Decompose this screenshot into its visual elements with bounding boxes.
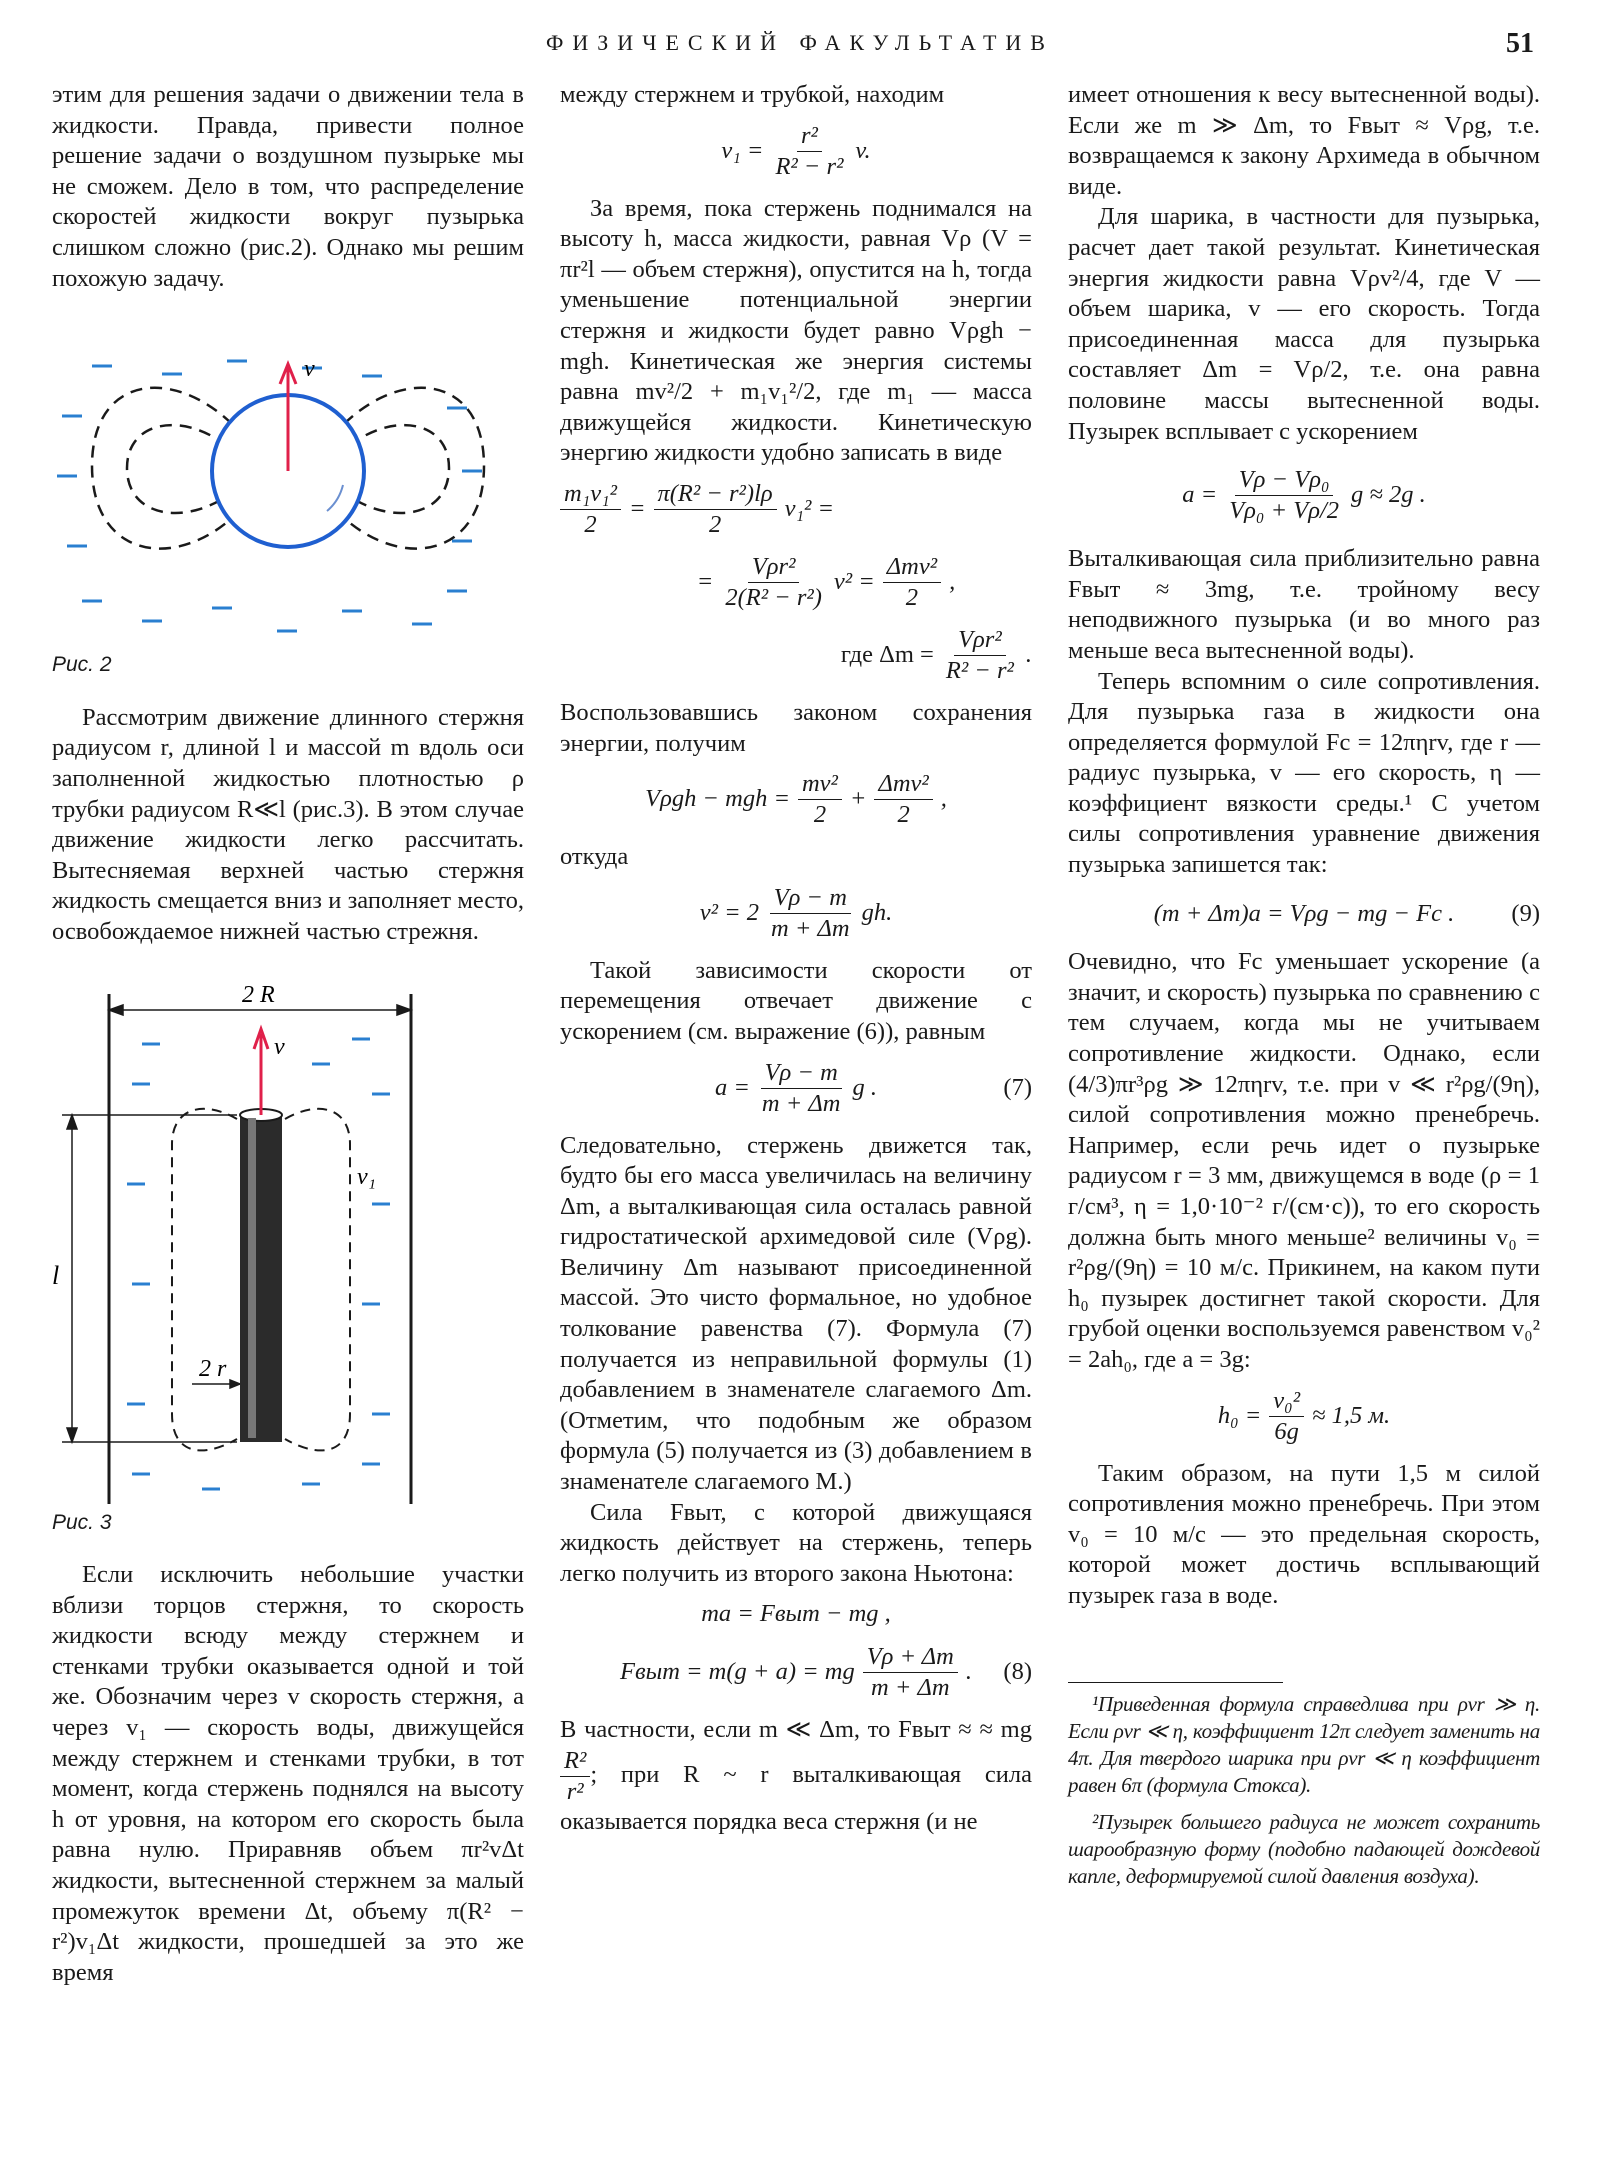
equation-v-squared: v² = 2 Vρ − m m + Δm gh.	[699, 883, 893, 942]
velocity-label: v	[274, 1033, 285, 1060]
equation-energy: Vρgh − mgh = $\frac{\text{mv²}}{2}$ + Δmv² 2 ,	[645, 770, 947, 829]
paragraph: откуда	[560, 843, 629, 871]
footnote-divider	[1068, 1682, 1283, 1683]
equation-7: a = $\frac{V\rho - m}{m + \Delta m}$ g . (7)	[715, 1058, 1032, 1117]
paragraph: Выталкивающая сила приблизительно равна Fвыт ≈ 3mg, т.е. тройному весу неподвижного пузырька (и во много раз меньше веса вытесненной воды).	[1068, 545, 1540, 664]
equation-8: Fвыт = m(g + a) = mg Vρ + Δm m + Δm . (8)	[620, 1643, 1032, 1701]
equation-v1: v₁ = $\frac{\text{r²}}{\text{R² − r²}}$ v.	[721, 121, 871, 180]
equation-kinetic-1: $\frac{\text{m₁v₁²}}{2}$ = $\frac{\text{π(R² − r²)lρ}}{2}$ v₁² =	[560, 479, 1032, 540]
paragraph: Таким образом, на пути 1,5 м силой сопротивления можно пренебречь. При этом v₀ = 10 м/с — это предельная скорость, которой может достичь всплывающий пузырек газа в воде.	[1068, 1459, 1540, 1609]
figure-2-caption: Рис. 2	[52, 653, 112, 677]
footnotes	[1068, 1691, 1540, 1890]
figure-2-bubble	[52, 346, 492, 646]
page-number: 51	[1506, 28, 1534, 59]
paragraph: Воспользовавшись законом сохранения энергии, получим	[560, 698, 1032, 757]
figure-3-caption: Рис. 3	[52, 1510, 112, 1534]
running-header: ФИЗИЧЕСКИЙ ФАКУЛЬТАТИВ	[546, 30, 1054, 55]
equation-bubble-acceleration: a = $\frac{\text{Vρ − Vρ₀}}{\text{Vρ₀ + Vρ/2}}$ g ≈ 2g .	[1182, 466, 1426, 525]
dimension-2R: 2 R	[242, 983, 275, 1008]
equation-kinetic-2: = Vρr² 2(R² − r²) v² = Δmv² 2 ,	[696, 552, 956, 611]
paragraph: Если исключить небольшие участки вблизи торцов стержня, то скорость жидкости всюду между стержнем и стенками трубки оказывается одной и той же. Обозначим через v скорость стержня, а через v₁ — скорость воды, движущейся между стержнем и стенками трубки, в тот момент, когда стержень поднялся на высоту h от уровня, на котором его скорость была равна нулю. Приравняв объем πr²vΔt жидкости, вытесненной стержнем за малый промежуток времени Δt, объему π(R² − r²)v₁Δt жидкости, прошедшей за это же время	[52, 1561, 524, 1986]
equation-added-mass: где Δm = Vρr² R² − r² .	[840, 625, 1032, 684]
footnote-1: ¹Приведенная формула справедлива при ρvr ≫ η. Если ρvr ≪ η, коэффициент 12π следует заменить на 4π. Для твердого шарика при ρvr ≪ η коэффициент равен 6π (формула Стокса).	[1068, 1691, 1540, 1797]
column-left	[52, 80, 524, 1988]
paragraph: Сила Fвыт, с которой движущаяся жидкость действует на стержень, теперь легко получить из второго закона Ньютона:	[560, 1498, 1032, 1587]
equation-h0: h₀ = $\frac{\text{v₀²}}{6g}$ ≈ 1,5 м.	[1217, 1386, 1391, 1445]
equation-9: (m + Δm)a = Vρg − mg − Fc . (9)	[1153, 899, 1540, 927]
paragraph: Рассмотрим движение длинного стержня радиусом r, длиной l и массой m вдоль оси заполненной жидкостью плотностью ρ трубки радиусом R≪l (рис.3). В этом случае движение жидкости легко рассчитать. Вытесняемая верхней частью стержня жидкость смещается вниз и заполняет место, освобождаемое нижней частью стрежня.	[52, 703, 524, 945]
paragraph: Для шарика, в частности для пузырька, расчет дает такой результат. Кинетическая энергия жидкости равна Vρv²/4, где V — объем шарика, v — его скорость. Тогда присоединенная масса для пузырька составляет Δm = Vρ/2, т.е. она равна половине массы вытесненной воды. Пузырек всплывает с ускорением	[1068, 203, 1540, 445]
rod	[240, 1115, 282, 1442]
paragraph: В частности, если m ≪ Δm, то Fвыт ≈ ≈ mg $\frac{\text{R²}}{\text{r²}}$ ; при R ~ r выталкивающая сила оказывается порядка веса стержня (и не	[560, 1716, 1032, 1835]
paragraph: этим для решения задачи о движении тела в жидкости. Правда, привести полное решение задачи о воздушном пузырьке мы не сможем. Дело в том, что распределение скоростей жидкости вокруг пузырька слишком сложно (рис.2). Однако мы решим похожую задачу.	[52, 81, 524, 292]
velocity-label: v	[304, 356, 315, 383]
equation-newton: ma = Fвыт − mg ,	[701, 1600, 891, 1628]
paragraph: Очевидно, что Fc уменьшает ускорение (а значит, и скорость) пузырька по сравнению с тем случаем, когда мы не учитываем сопротивление жидкости. Однако, если (4/3)πr³ρg ≫ 12πηrv, т.е. при v ≪ r²ρg/(9η), силой сопротивления можно пренебречь. Например, если речь идет о пузырьке радиусом r = 3 мм, движущемся в воде (ρ = 1 г/см³, η = 1,0·10⁻² г/(см·с)), то его скорость должна быть много меньше² величины v₀ = r²ρg/(9η) = 10 м/с. Прикинем, на каком пути h₀ пузырек достигнет такой скорости. Для грубой оценки воспользуемся равенством v₀² = 2ah₀, где a = 3g:	[1068, 948, 1540, 1373]
column-right	[1068, 80, 1540, 1900]
paragraph: Следовательно, стержень движется так, будто бы его масса увеличилась на величину Δm, а выталкивающая сила осталась равной гидростатической архимедовой силе (Vρg). Величину Δm называют присоединенной массой. Это чисто формальное, но удобное толкование равенства (7). Формула (7) получается из неправильной формулы (1) добавлением в знаменателе слагаемого Δm. (Отметим, что подобным же образом формула (5) получается из (3) добавлением в знаменателе слагаемого M.)	[560, 1131, 1032, 1496]
paragraph: имеет отношения к весу вытесненной воды). Если же m ≫ Δm, то Fвыт ≈ Vρg, т.е. возвращаемся к закону Архимеда в обычном виде.	[1068, 81, 1540, 200]
footnote-2: ²Пузырек большего радиуса не может сохранить шарообразную форму (подобно падающей дождевой капле, деформируемой силой давления воздуха).	[1068, 1809, 1540, 1888]
water-velocity-label: v₁	[357, 1163, 376, 1190]
figure-3-rod-in-tube	[52, 984, 472, 1504]
paragraph: Такой зависимости скорости от перемещения отвечает движение с ускорением (см. выражение (6)), равным	[560, 956, 1032, 1045]
dimension-2r: 2 r	[199, 1355, 227, 1382]
paragraph: За время, пока стержень поднимался на высоту h, масса жидкости, равная Vρ (V = πr²l — объем стержня), опустится на h, тогда уменьшение потенциальной энергии стержня и жидкости будет равно Vρgh − mgh. Кинетическая же энергия системы равна mv²/2 + m₁v₁²/2, где m₁ — масса движущейся жидкости. Кинетическую энергию жидкости удобно записать в виде	[560, 194, 1032, 467]
paragraph: Теперь вспомним о силе сопротивления. Для пузырька газа в жидкости она определяется формулой Fc = 12πηrv, где r — радиус пузырька, v — его скорость, η — коэффициент вязкости среды.¹ С учетом силы сопротивления уравнение движения пузырька запишется так:	[1068, 667, 1540, 879]
paragraph: между стержнем и трубкой, находим	[560, 81, 945, 108]
column-middle	[560, 80, 1032, 1837]
dimension-l: l	[52, 1260, 60, 1290]
